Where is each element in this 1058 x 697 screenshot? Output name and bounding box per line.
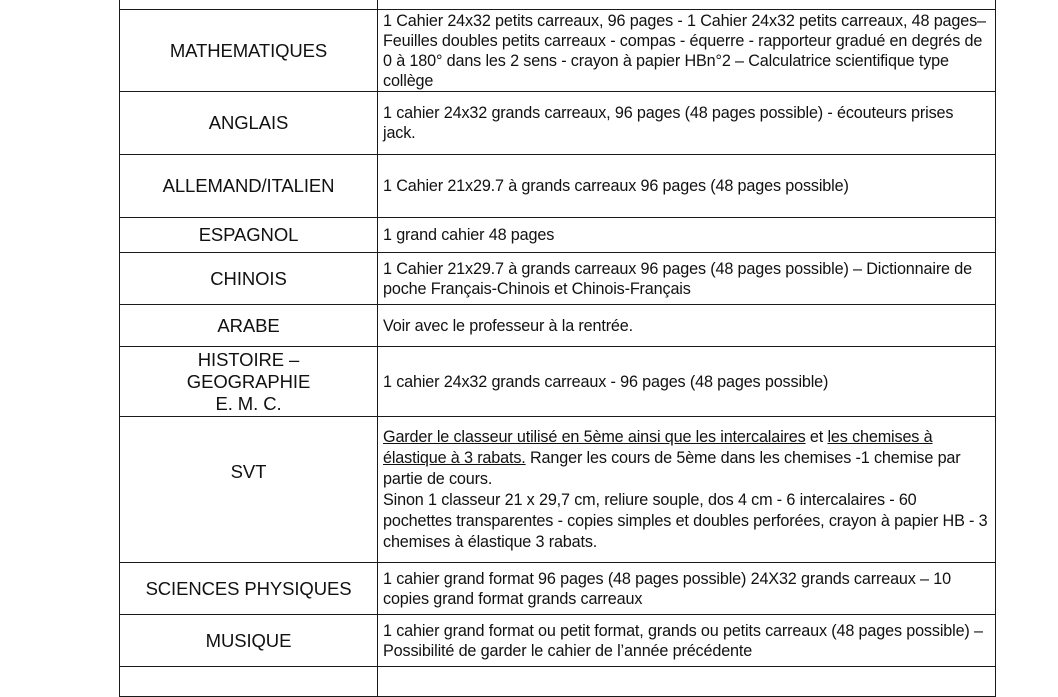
table-row [120, 253, 996, 305]
table-row [120, 563, 996, 615]
subject-cell [120, 0, 378, 10]
supplies-paragraph: Sinon 1 classeur 21 x 29,7 cm, reliure souple, dos 4 cm - 6 intercalaires - 60 pochettes transparentes - copies simples et doubles perforées, crayon à papier HB - 3 chemises à élastique 3 rabats. [383, 490, 988, 551]
supplies-cell: 1 cahier grand format ou petit format, grands ou petits carreaux (48 pages possible) – Possibilité de garder le cahier de l’année précédente [378, 615, 996, 667]
subject-cell: MUSIQUE [120, 615, 378, 667]
table-row [120, 417, 996, 563]
supplies-cell: 1 Cahier 21x29.7 à grands carreaux 96 pages (48 pages possible) [378, 155, 996, 218]
subject-cell: ALLEMAND/ITALIEN [120, 155, 378, 218]
supplies-cell [378, 667, 996, 697]
underlined-text: les chemises à élastique à 3 rabats. [383, 427, 933, 467]
supplies-cell: 1 grand cahier 48 pages [378, 218, 996, 253]
supplies-paragraph [383, 427, 989, 490]
supplies-table [119, 0, 996, 697]
table-row [120, 218, 996, 253]
table-row [120, 305, 996, 347]
table-row [120, 0, 996, 10]
subject-line: GEOGRAPHIE [186, 370, 311, 392]
subject-cell [120, 347, 378, 417]
supplies-list-page [119, 0, 995, 691]
supplies-cell [378, 0, 996, 10]
supplies-cell: 1 cahier 24x32 grands carreaux - 96 pages (48 pages possible) [378, 347, 996, 417]
supplies-cell: 1 cahier 24x32 grands carreaux, 96 pages (48 pages possible) - écouteurs prises jack. [378, 92, 996, 155]
supplies-cell: 1 cahier grand format 96 pages (48 pages possible) 24X32 grands carreaux – 10 copies grand format grands carreaux [378, 563, 996, 615]
table-row [120, 667, 996, 697]
subject-cell: MATHEMATIQUES [120, 10, 378, 92]
supplies-cell [378, 417, 996, 563]
subject-line: HISTOIRE – [197, 348, 300, 370]
table-row [120, 155, 996, 218]
table-row [120, 347, 996, 417]
supplies-cell: 1 Cahier 21x29.7 à grands carreaux 96 pages (48 pages possible) – Dictionnaire de poche Français-Chinois et Chinois-Français [378, 253, 996, 305]
subject-cell: ARABE [120, 305, 378, 347]
subject-cell: ESPAGNOL [120, 218, 378, 253]
underlined-text: Garder le classeur utilisé en 5ème ainsi que les intercalaires [383, 427, 806, 446]
supplies-cell: Voir avec le professeur à la rentrée. [378, 305, 996, 347]
table-row [120, 92, 996, 155]
subject-cell: CHINOIS [120, 253, 378, 305]
table-row [120, 10, 996, 92]
plain-text: et [805, 427, 828, 446]
subject-cell [120, 667, 378, 697]
subject-cell: SCIENCES PHYSIQUES [120, 563, 378, 615]
supplies-cell: 1 Cahier 24x32 petits carreaux, 96 pages - 1 Cahier 24x32 petits carreaux, 48 pages– Feuilles doubles petits carreaux - compas - équerre - rapporteur gradué en degrés de 0 à 180° dans les 2 sens - crayon à papier HBn°2 – Calculatrice scientifique type collège [378, 10, 996, 92]
subject-cell: SVT [120, 417, 378, 563]
plain-text: Ranger les cours de 5ème dans les chemises -1 chemise par partie de cours. [383, 448, 961, 488]
table-row [120, 615, 996, 667]
subject-cell: ANGLAIS [120, 92, 378, 155]
subject-line: E. M. C. [215, 392, 282, 414]
